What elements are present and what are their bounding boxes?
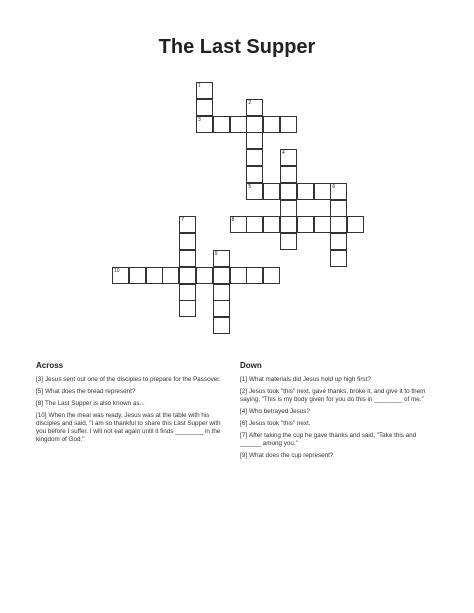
grid-cell[interactable] [246, 116, 263, 133]
grid-cell[interactable] [263, 216, 280, 233]
clue-text: What does the cup represent? [249, 452, 334, 459]
grid-cell[interactable] [246, 149, 263, 166]
grid-cell[interactable] [213, 317, 230, 334]
grid-cell[interactable] [246, 216, 263, 233]
down-clue [240, 376, 435, 384]
clue-text: Jesus sent out one of the disciples to prepare for the Passover. [45, 376, 221, 383]
across-clue-list [36, 376, 231, 448]
clue-text: When the meal was ready, Jesus was at the table with his disciples and said, "I am so thankful to share this Last Supper with you before I suffer. I will not eat again until it finds ________ in the kingdom of God." [36, 412, 221, 443]
grid-cell[interactable] [263, 116, 280, 133]
grid-number: 10 [114, 267, 120, 274]
clue-text: What materials did Jesus hold up high first? [249, 376, 371, 383]
grid-cell[interactable] [280, 233, 297, 250]
grid-cell[interactable] [263, 267, 280, 284]
grid-cell[interactable] [280, 216, 297, 233]
grid-cell[interactable] [330, 250, 347, 267]
grid-number: 5 [248, 183, 252, 190]
grid-cell[interactable] [246, 267, 263, 284]
clue-number: [4] [240, 408, 248, 415]
across-clue [36, 412, 231, 444]
grid-cell[interactable] [213, 116, 230, 133]
grid-number: 3 [198, 116, 201, 123]
grid-cell[interactable] [263, 183, 280, 200]
grid-number: 7 [181, 217, 184, 224]
grid-cell[interactable] [230, 267, 247, 284]
grid-cell[interactable] [280, 183, 297, 200]
down-clue [240, 388, 435, 404]
clue-number: [5] [36, 388, 44, 395]
grid-cell[interactable] [246, 166, 263, 183]
grid-cell[interactable] [297, 216, 314, 233]
across-clue [36, 388, 231, 396]
grid-number: 1 [198, 83, 201, 89]
grid-cell[interactable] [280, 166, 297, 183]
grid-number: 2 [248, 99, 252, 106]
grid-cell[interactable] [330, 233, 347, 250]
grid-cell[interactable] [213, 284, 230, 301]
grid-number: 8 [231, 217, 235, 224]
grid-cell[interactable] [179, 267, 196, 284]
grid-cell[interactable] [280, 200, 297, 217]
grid-cell[interactable] [196, 99, 213, 116]
grid-cell[interactable] [246, 132, 263, 149]
grid-cell[interactable] [330, 200, 347, 217]
page-title: The Last Supper [158, 36, 316, 58]
clue-text: Jesus took "this" next. [249, 420, 311, 427]
clue-number: [1] [240, 376, 248, 383]
grid-cell[interactable] [179, 284, 196, 301]
grid-number: 9 [214, 251, 218, 257]
clue-text: Who betrayed Jesus? [249, 408, 310, 415]
grid-cell[interactable] [179, 300, 196, 317]
grid-cell[interactable] [330, 216, 347, 233]
grid-cell[interactable] [230, 116, 247, 133]
clue-text: What does the bread represent? [45, 388, 136, 395]
clue-number: [8] [36, 400, 44, 407]
down-heading: Down [240, 361, 262, 370]
grid-cell[interactable] [196, 267, 213, 284]
down-clue-list [240, 376, 435, 464]
grid-cell[interactable] [162, 267, 179, 284]
down-clue [240, 408, 435, 416]
clue-text: Jesus took "this" next, gave thanks, broke it, and give it to them saying, "This is my body given for you do this in ________ of me." [240, 388, 426, 403]
grid-cell[interactable] [297, 183, 314, 200]
down-clue [240, 432, 435, 448]
grid-cell[interactable] [179, 233, 196, 250]
grid-cell[interactable] [314, 183, 331, 200]
clue-number: [3] [36, 376, 44, 383]
grid-cell[interactable] [280, 116, 297, 133]
grid-cell[interactable] [213, 267, 230, 284]
clue-number: [10] [36, 412, 47, 419]
clue-number: [9] [240, 452, 248, 459]
grid-number: 6 [332, 183, 336, 190]
clue-text: The Last Supper is also known as... [45, 400, 145, 407]
grid-cell[interactable] [347, 216, 364, 233]
grid-cell[interactable] [213, 300, 230, 317]
across-clue [36, 400, 231, 408]
across-heading: Across [36, 361, 64, 370]
grid-cell[interactable] [314, 216, 331, 233]
clue-number: [2] [240, 388, 248, 395]
across-clue [36, 376, 231, 384]
grid-cell[interactable] [146, 267, 163, 284]
grid-number: 4 [282, 150, 285, 157]
clue-number: [6] [240, 420, 248, 427]
grid-cell[interactable] [129, 267, 146, 284]
clue-number: [7] [240, 432, 248, 439]
down-clue [240, 420, 435, 428]
down-clue [240, 452, 435, 460]
clue-text: After taking the cup he gave thanks and said, "Take this and ______ among you." [240, 432, 417, 447]
grid-cell[interactable] [179, 250, 196, 267]
